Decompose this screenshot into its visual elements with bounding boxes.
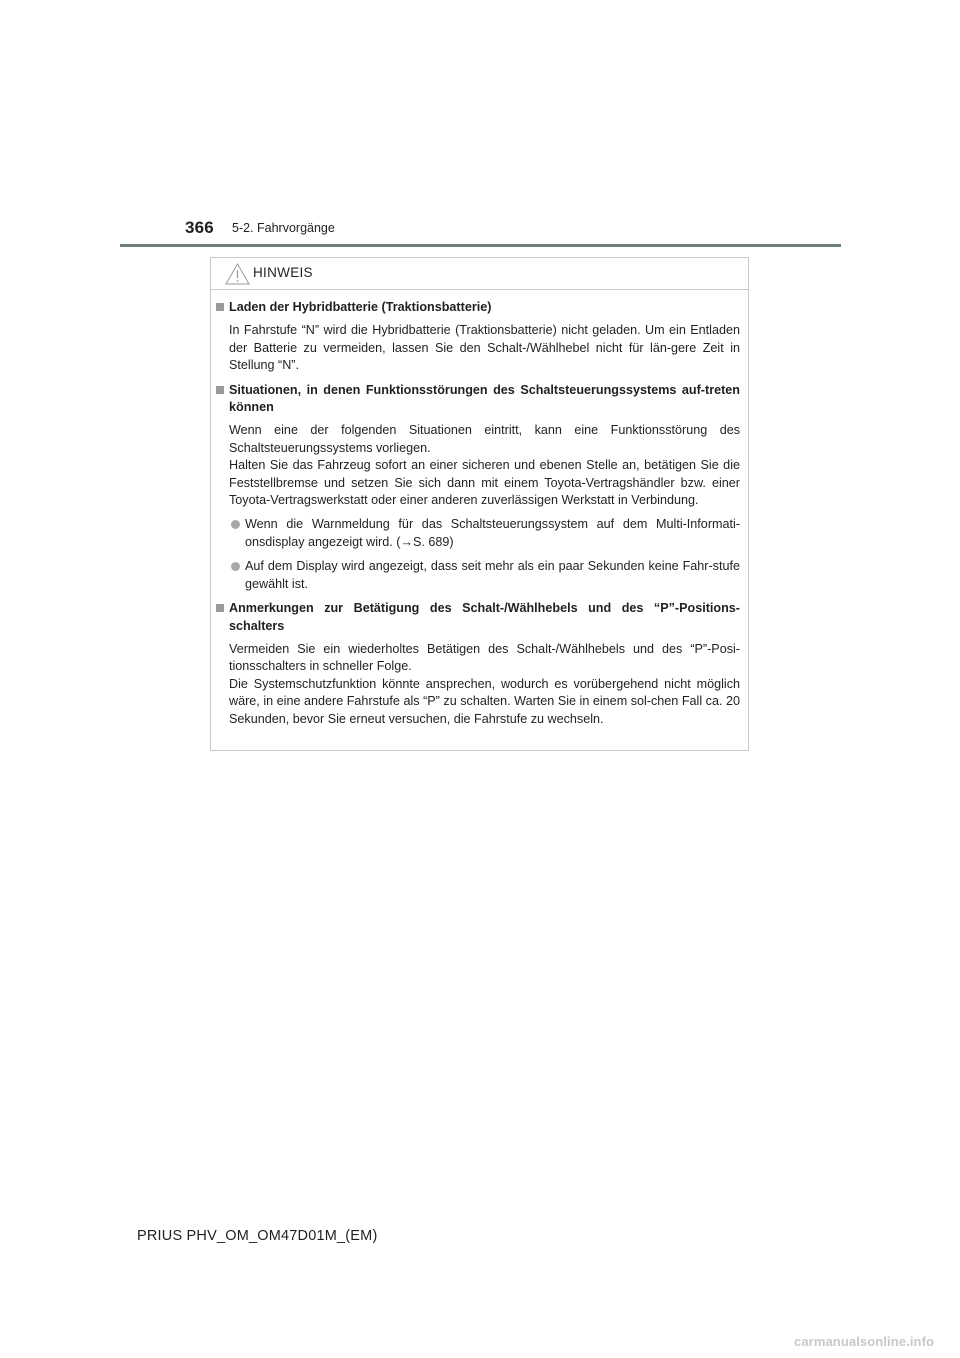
section-heading-text: Laden der Hybridbatterie (Traktionsbatterie) [229, 300, 492, 314]
bullet-text: Auf dem Display wird angezeigt, dass seit mehr als ein paar Sekunden keine Fahr-stufe gewählt ist. [245, 559, 740, 591]
paragraph-line: Halten Sie das Fahrzeug sofort an einer sicheren und ebenen Stelle an, betätigen Sie die Feststellbremse und setzen Sie sich dann mit einem Toyota-Vertragshändler bzw. einer Toyota-Vertragswerkstatt oder einer anderen zuverlässigen Werkstatt in Verbindung. [229, 458, 740, 508]
section-title: 5-2. Fahrvorgänge [232, 221, 335, 235]
square-bullet-icon [216, 303, 224, 311]
warning-triangle-icon [225, 263, 250, 285]
notice-box [210, 257, 749, 751]
section-heading [216, 600, 740, 635]
square-bullet-icon [216, 604, 224, 612]
section-heading [216, 299, 740, 316]
section-heading-text: Situationen, in denen Funktionsstörungen des Schaltsteuerungssystems auf-treten können [229, 382, 740, 415]
notice-body [211, 290, 748, 728]
round-bullet-icon [231, 520, 240, 529]
bullet-text: Wenn die Warnmeldung für das Schaltsteuerungssystem auf dem Multi-Informati-onsdisplay angezeigt wird. (→S. 689) [245, 517, 740, 549]
watermark[interactable]: carmanualsonline.info [794, 1334, 935, 1349]
bullet-item [216, 516, 740, 551]
document-id: PRIUS PHV_OM_OM47D01M_(EM) [137, 1228, 378, 1244]
section-paragraph [216, 641, 740, 728]
header-rule [120, 244, 841, 247]
section-heading-text: Anmerkungen zur Betätigung des Schalt-/Wählhebels und des “P”-Positions-schalters [229, 601, 740, 633]
section-paragraph: In Fahrstufe “N” wird die Hybridbatterie (Traktionsbatterie) nicht geladen. Um ein Entladen der Batterie zu vermeiden, lassen Sie den Schalt-/Wählhebel nicht für län-gere Zeit in Stellung “N”. [229, 323, 740, 373]
section-paragraph [216, 422, 740, 509]
paragraph-line: Die Systemschutzfunktion könnte ansprechen, wodurch es vorübergehend nicht möglich wäre, in eine andere Fahrstufe als “P” zu schalten. Warten Sie in einem sol-chen Fall ca. 20 Sekunden, bevor Sie erneut versuchen, die Fahrstufe zu wechseln. [229, 676, 740, 726]
square-bullet-icon [216, 386, 224, 394]
notice-header [211, 258, 748, 290]
page-number: 366 [185, 218, 214, 237]
bullet-item [216, 558, 740, 593]
notice-title: HINWEIS [253, 265, 313, 280]
round-bullet-icon [231, 562, 240, 571]
paragraph-line: Wenn eine der folgenden Situationen eintritt, kann eine Funktionsstörung des Schaltsteuerungssystems vorliegen. [229, 423, 740, 455]
paragraph-line: Vermeiden Sie ein wiederholtes Betätigen des Schalt-/Wählhebels und des “P”-Posi-tionsschalters in schneller Folge. [229, 641, 740, 674]
section-heading [216, 382, 740, 417]
